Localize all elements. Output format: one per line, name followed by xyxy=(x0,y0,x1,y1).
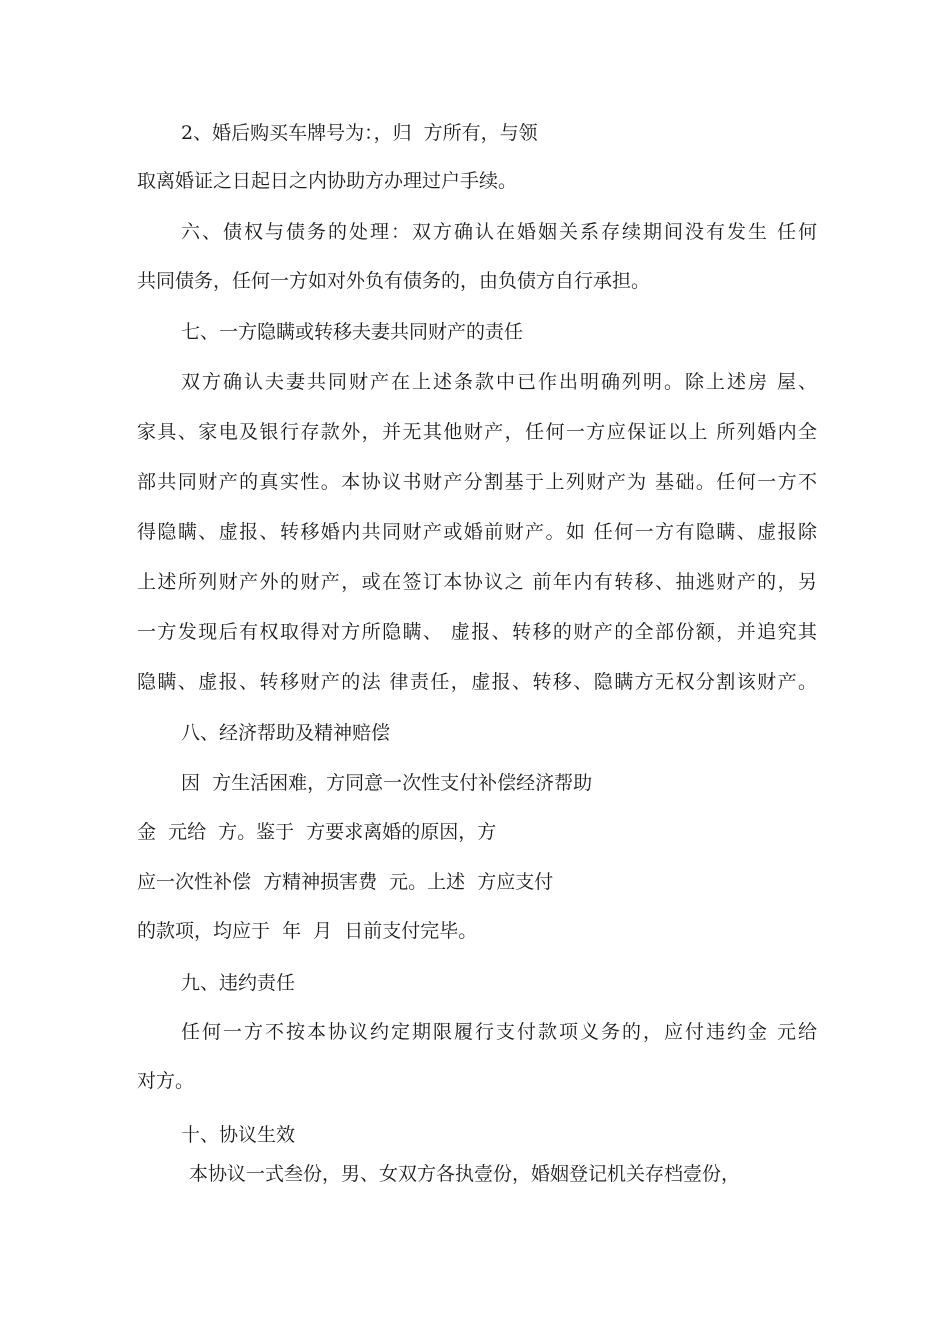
text-line-l11: 一方发现后有权取得对方所隐瞒、 虚报、转移的财产的全部份额，并追究其 xyxy=(137,621,817,643)
text-line-l21: 十、协议生效 xyxy=(181,1124,296,1146)
text-line-l18: 九、违约责任 xyxy=(181,972,296,994)
text-line-l1: 2、婚后购买车牌号为：，归 方所有，与领 xyxy=(181,122,538,144)
text-line-l5: 七、一方隐瞒或转移夫妻共同财产的责任 xyxy=(181,321,524,343)
text-line-l22: 本协议一式叁份，男、女双方各执壹份，婚姻登记机关存档壹份， xyxy=(189,1163,741,1185)
text-line-l20: 对方。 xyxy=(137,1070,195,1092)
text-line-l9: 得隐瞒、虚报、转移婚内共同财产或婚前财产。如 任何一方有隐瞒、虚报除 xyxy=(137,521,817,543)
text-line-l10: 上述所列财产外的财产，或在签订本协议之 前年内有转移、抽逃财产的，另 xyxy=(137,571,817,593)
text-line-l6: 双方确认夫妻共同财产在上述条款中已作出明确列明。除上述房 屋、 xyxy=(181,371,817,393)
text-line-l19: 任何一方不按本协议约定期限履行支付款项义务的，应付违约金 元给 xyxy=(181,1021,817,1043)
text-line-l16: 应一次性补偿 方精神损害费 元。上述 方应支付 xyxy=(137,871,554,893)
text-line-l3: 六、债权与债务的处理：双方确认在婚姻关系存续期间没有发生 任何 xyxy=(181,221,817,243)
text-line-l14: 因 方生活困难，方同意一次性支付补偿经济帮助 xyxy=(181,772,593,794)
text-line-l12: 隐瞒、虚报、转移财产的法 律责任，虚报、转移、隐瞒方无权分割该财产。 xyxy=(137,671,817,693)
text-line-l8: 部共同财产的真实性。本协议书财产分割基于上列财产为 基础。任何一方不 xyxy=(137,471,817,493)
text-line-l2: 取离婚证之日起日之内协助方办理过户手续。 xyxy=(137,170,518,192)
text-line-l4: 共同债务，任何一方如对外负有债务的，由负债方自行承担。 xyxy=(137,270,651,292)
text-line-l7: 家具、家电及银行存款外，并无其他财产，任何一方应保证以上 所列婚内全 xyxy=(137,421,817,443)
text-line-l15: 金 元给 方。鉴于 方要求离婚的原因，方 xyxy=(137,821,497,843)
text-line-l17: 的款项，均应于 年 月 日前支付完毕。 xyxy=(137,920,478,942)
text-line-l13: 八、经济帮助及精神赔偿 xyxy=(181,722,391,744)
